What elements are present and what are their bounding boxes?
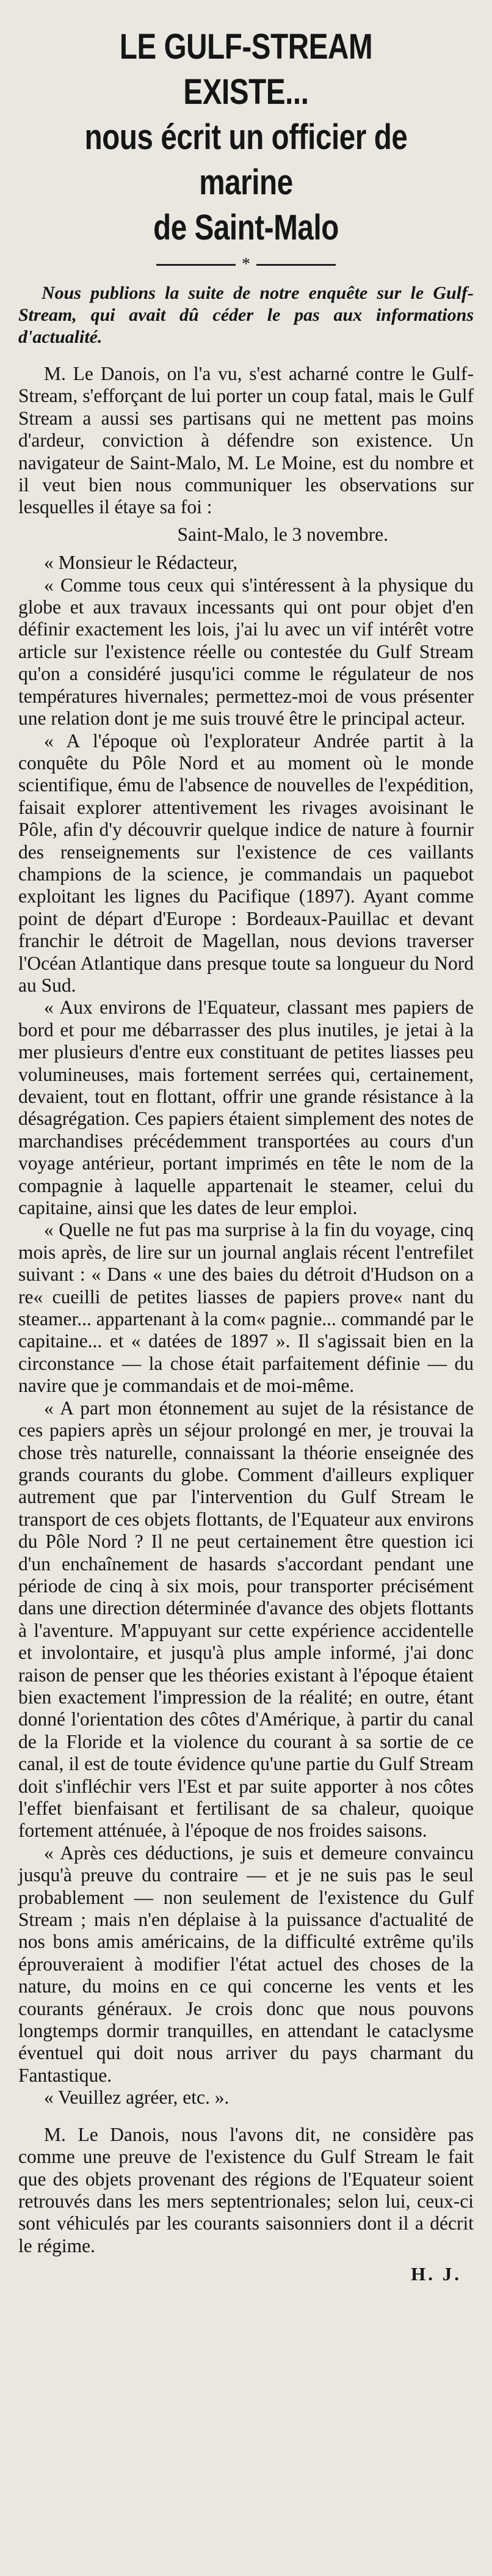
paragraph-intro: M. Le Danois, on l'a vu, s'est acharné contre le Gulf-Stream, s'efforçant de lui porter un coup fatal, mais le Gulf Stream a aussi ses partisans qui ne mettent pas moins d'ardeur, conviction à défendre son existence. Un navigateur de Saint-Malo, M. Le Moine, est du nombre et il veut bien nous communiquer les observations sur lesquelles il étaye sa foi : (18, 363, 474, 518)
letter-salutation: « Monsieur le Rédacteur, (44, 552, 238, 574)
headline-line-1: LE GULF-STREAM EXISTE... (119, 27, 373, 112)
headline-line-3: de Saint-Malo (153, 208, 339, 247)
separator-ornament (18, 252, 474, 277)
article-chapeau: Nous publions la suite de notre enquête sur le Gulf-Stream, qui avait dû céder le pas aux informations d'actualité. (18, 283, 474, 347)
paragraph: « Comme tous ceux qui s'intéressent à la physique du globe et aux travaux incessants qui ont pour objet d'en définir exactement les lois, j'ai lu avec un vif intérêt votre article sur l'existence réelle ou contestée du Gulf Stream qu'on a considéré jusqu'ici comme le régulateur de nos températures hivernales; permettez-moi de vous présenter une relation dont je me suis trouvé être le principal acteur. (18, 574, 474, 730)
letter-closing: « Veuillez agréer, etc. ». (44, 2087, 230, 2109)
paragraph: « Après ces déductions, je suis et demeure convaincu jusqu'à preuve du contraire — et je ne suis pas le seul probablement — non seulement de l'existence du Gulf Stream ; mais n'en déplaise à la puissance d'actualité de nos bons amis américains, de la difficulté extrême qu'ils éprouveraient à modifier l'état actuel des choses de la nature, du moins en ce qui concerne les vents et les courants généraux. Je crois donc que nous pouvons longtemps dormir tranquilles, en attendant le cataclysme éventuel qui doit nous arriver du pays charmant du Fantastique. (18, 1842, 474, 2086)
paragraph: « A part mon étonnement au sujet de la résistance de ces papiers après un séjour prolongé en mer, je trouvai la chose très naturelle, connaissant la théorie enseignée des grands courants du globe. Comment d'ailleurs expliquer autrement que par l'intervention du Gulf Stream le transport de ces objets flottants, de l'Equateur aux environs du Pôle Nord ? Il ne peut certainement être question ici d'un enchaînement de hasards s'accordant pendant une période de cinq à six mois, pour transporter précisément dans une direction déterminée d'avance des objets flottants à l'aventure. M'appuyant sur cette expérience accidentelle et involontaire, et jusqu'à plus ample informé, j'ai donc raison de penser que les théories existant à l'époque étaient bien exactement l'impression de la réalité; en outre, étant donné l'orientation des côtes d'Amérique, à partir du canal de la Floride et la violence du courant à sa sortie de ce canal, il est de toute évidence qu'une partie du Gulf Stream doit s'infléchir vers l'Est et par suite apporter à nos côtes l'effet bienfaisant et fertilisant de sa chaleur, quoique fortement atténuée, à l'époque de nos froides saisons. (18, 1397, 474, 1842)
author-signature: H. J. (411, 2263, 461, 2285)
separator-rule-left (156, 264, 236, 266)
headline-line-2: nous écrit un officier de marine (84, 117, 408, 202)
paragraph-conclusion: M. Le Danois, nous l'avons dit, ne considère pas comme une preuve de l'existence du Gulf Stream le fait que des objets provenant des régions de l'Equateur soient retrouvés dans les mers septentrionales; selon lui, ceux-ci sont véhiculés par les courants saisonniers dont il a décrit le régime. (18, 2123, 474, 2256)
paragraph: « Aux environs de l'Equateur, classant mes papiers de bord et pour me débarrasser des plus inutiles, je jetai à la mer plusieurs d'entre eux constituant de petites liasses peu volumineuses, mais fortement serrées qui, certainement, devaient, tout en flottant, offrir une grande résistance à la désagrégation. Ces papiers étaient simplement des notes de marchandises précédemment transportées au cours d'un voyage antérieur, portant imprimés en tête le nom de la compagnie à laquelle appartenait le steamer, celui du capitaine, ainsi que les dates de leur emploi. (18, 997, 474, 1219)
separator-rule-right (256, 264, 336, 266)
paragraph: « A l'époque où l'explorateur Andrée partit à la conquête du Pôle Nord et au moment où le monde scientifique, ému de l'absence de nouvelles de l'expédition, faisait explorer attentivement les rivages avoisinant le Pôle, afin d'y découvrir quelque indice de nature à fournir des renseignements sur l'existence de ces vaillants champions de la science, je commandais un paquebot exploitant les lignes du Pacifique (1897). Ayant comme point de départ d'Europe : Bordeaux-Pauillac et devant franchir le détroit de Magellan, nous devions traverser l'Océan Atlantique dans presque toute sa longueur du Nord au Sud. (18, 730, 474, 996)
article-body (18, 363, 474, 2257)
star-icon: * (242, 255, 250, 274)
headline-block (18, 24, 474, 251)
paragraph: « Quelle ne fut pas ma surprise à la fin du voyage, cinq mois après, de lire sur un journal anglais récent l'entrefilet suivant : « Dans « une des baies du détroit d'Hudson on a re« cueilli de petites liasses de papiers prove« nant du steamer... appartenant à la com« pagnie... commandé par le capitaine... et « datées de 1897 ». Il s'agissait bien en la circonstance — la chose était parfaitement définie — du navire que je commandais et de moi-même. (18, 1219, 474, 1397)
letter-dateline: Saint-Malo, le 3 novembre. (177, 523, 388, 545)
